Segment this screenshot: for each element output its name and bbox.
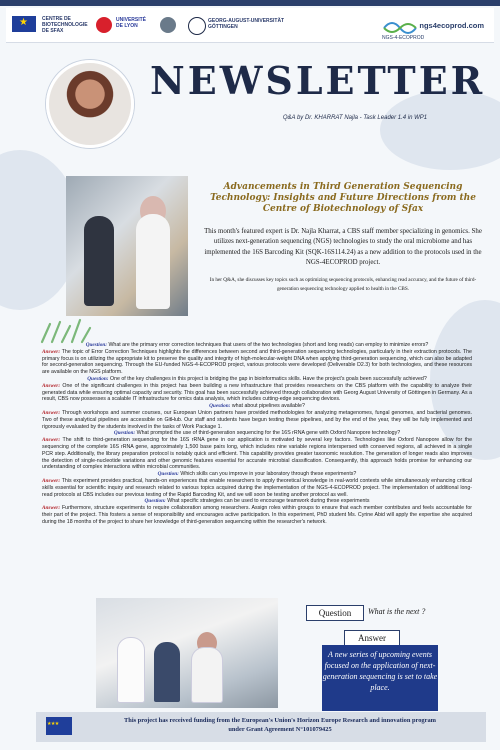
qa-answer: Answer: One of the significant challenges in this project has been building a new infrastructure that provides researchers on the CBS platform with the capability to analyze their generated data while ensuring optimal capacity and security. This goal has been successfully achieved through collaboration with Georg August University of Göttingen in Germany. As a result, CBS now possesses a scalable IT infrastructure for omics data analysis, which includes cutting-edge sequencing devices.: [42, 382, 472, 403]
article-body: This month's featured expert is Dr. Najla Kharrat, a CBS staff member specializing in genomics. She utilizes next-generation sequencing (NGS) technologies to study the oral microbiome and has implemented the 16S Barcoding Kit (SQK-16S114.24) as a new addition to the protocols used in the NGS-4ECOPROD project.: [204, 228, 482, 267]
site-url-link[interactable]: ngs4ecoprod.com: [419, 21, 484, 30]
qa-answer: Answer: This experiment provides practical, hands-on experiences that enable researchers to apply theoretical knowledge in real-world contexts while simultaneously enhancing critical skills essential for scientific inquiry and research related to various topics acquired during the implementation of the NGS-4-ECOPROD project. The implementation of additional long-read protocols at CBS includes our previous testing of the Rapid Barcoding Kit, and we will soon be testing another protocol as well.: [42, 477, 472, 498]
funding-text: This project has received funding from the European's Union's Horizon Europe Research and innovation program under Grant Agreement N°101079425: [124, 717, 436, 733]
ngs-logo-text: NGS-4-ECOPROD: [382, 35, 425, 40]
eu-flag-icon: [46, 717, 72, 735]
next-answer-label: Answer: [344, 630, 400, 646]
qa-question: Question: What prompted the use of third-generation sequencing for the 16S rRNA gene with Oxford Nanopore technology?: [113, 430, 401, 437]
photo-person: [136, 214, 170, 309]
newsletter-title: NEWSLETTER: [150, 58, 486, 103]
qa-question: Question: What are the primary error correction techniques that users of the two technologies (short and long reads) can employ to minimize errors?: [85, 342, 429, 348]
cbs-logo: CENTRE DE BIOTECHNOLOGIE DE SFAX: [42, 16, 88, 34]
qa-answer: Answer: Through workshops and summer courses, our European Union partners have provided methodologies for analyzing metagenomes, fungal genomes, and bacterial genomes. Two of these analytical pipelines are accessible on GitHub. Our staff and students have begun testing these pipelines, and by the end of the year, they will be fully implemented and rigorously evaluated by the students involved in the tasks of Work Package 1.: [42, 409, 472, 430]
team-photo: [96, 598, 278, 708]
eu-flag-icon: [12, 16, 36, 32]
photo-person: [118, 638, 144, 702]
qa-question: Question: What specific strategies can be used to encourage teamwork during these experiments: [144, 498, 370, 505]
next-question-label: Question: [306, 605, 364, 621]
qa-answer: Answer: The topic of Error Correction Techniques highlights the differences between second and third-generation sequencing technologies, particularly in their extraction protocols. The primary focus is on utilizing the appropriate kit to preserve the quality and integrity of high-molecular-weight DNA when applying third-generation sequencing, which can also be adapted for second-generation sequencing. Through the EU-funded NGS-4-ECOPROD project, various protocols were developed (Deliverable D2.3) for both technologies, and these resources are available on the NGS platform.: [42, 348, 472, 376]
qa-answer: Answer: The shift to third-generation sequencing for the 16S rRNA gene in our application is motivated by several key factors. Technologies like Oxford Nanopore allow for the sequencing of the complete 16S rRNA gene, approximately 1,500 base pairs long, which includes nine variable regions interspersed with conserved regions, all achieved in a single PCR step. Additionally, the library preparation protocol is notably quick and efficient. This capability provides greater taxonomic resolution. The generation of longer reads also improves the detection of single-nucleotide variations and other genomic features essential for accurate microbial classification. Consequently, this approach holds promise for enhancing our understanding of complex interactions within microbial communities.: [42, 437, 472, 471]
header-bar: [6, 8, 494, 43]
funding-footer: [36, 712, 486, 742]
byline: Q&A by Dr. KHARRAT Najla - Task Leader 1.4 in WP1: [282, 115, 428, 121]
photo-person: [154, 642, 180, 702]
lyon-logo-icon: [96, 17, 112, 33]
photo-person: [84, 216, 114, 306]
leaf-decoration-icon: [40, 318, 110, 344]
qa-answer: Answer: Furthermore, structure experiments to require collaboration among researchers. Assign roles within groups to ensure that each member contributes and feels accountable for their part of the project. This fosters a sense of responsibility and encourages active participation. In this experiment, PhD student Ms. Cyrine Abid will apply the expertise she acquired during the 18 months of the project to share her knowledge of third-generation sequencing within the researcher's network.: [42, 505, 472, 525]
next-answer-panel: A new series of upcoming events focused on the application of next-generation sequencing is set to take place.: [322, 645, 438, 711]
lyon-logo: UNIVERSITÉ DE LYON: [116, 17, 147, 29]
qa-question: Question: One of the key challenges in this project is bridging the gap in bioinformatics skills. Have the project's goals been successfully achieved?: [87, 375, 427, 382]
qa-question: Question: Which skills can you improve in your laboratory through these experiments?: [157, 471, 357, 478]
partner-logo-icon: [160, 17, 176, 33]
goettingen-logo: GEORG-AUGUST-UNIVERSITÄT GÖTTINGEN: [208, 18, 285, 30]
photo-person: [192, 648, 222, 702]
next-question-text: What is the next ?: [368, 607, 426, 616]
article-intro: In her Q&A, she discusses key topics such as optimizing sequencing protocols, enhancing read accuracy, and the future of third-generation sequencing technology applied to health in the CBS.: [209, 277, 477, 292]
expert-portrait: [46, 60, 134, 148]
article-title: Advancements in Third Generation Sequencing Technology: Insights and Future Directions from the Centre of Biotechnology of Sfax: [210, 182, 476, 214]
lab-photo: [66, 176, 188, 316]
goettingen-logo-icon: [188, 17, 206, 35]
qa-question: Question: what about pipelines available?: [209, 403, 305, 410]
top-border: [0, 0, 500, 6]
qa-section: [42, 342, 472, 526]
